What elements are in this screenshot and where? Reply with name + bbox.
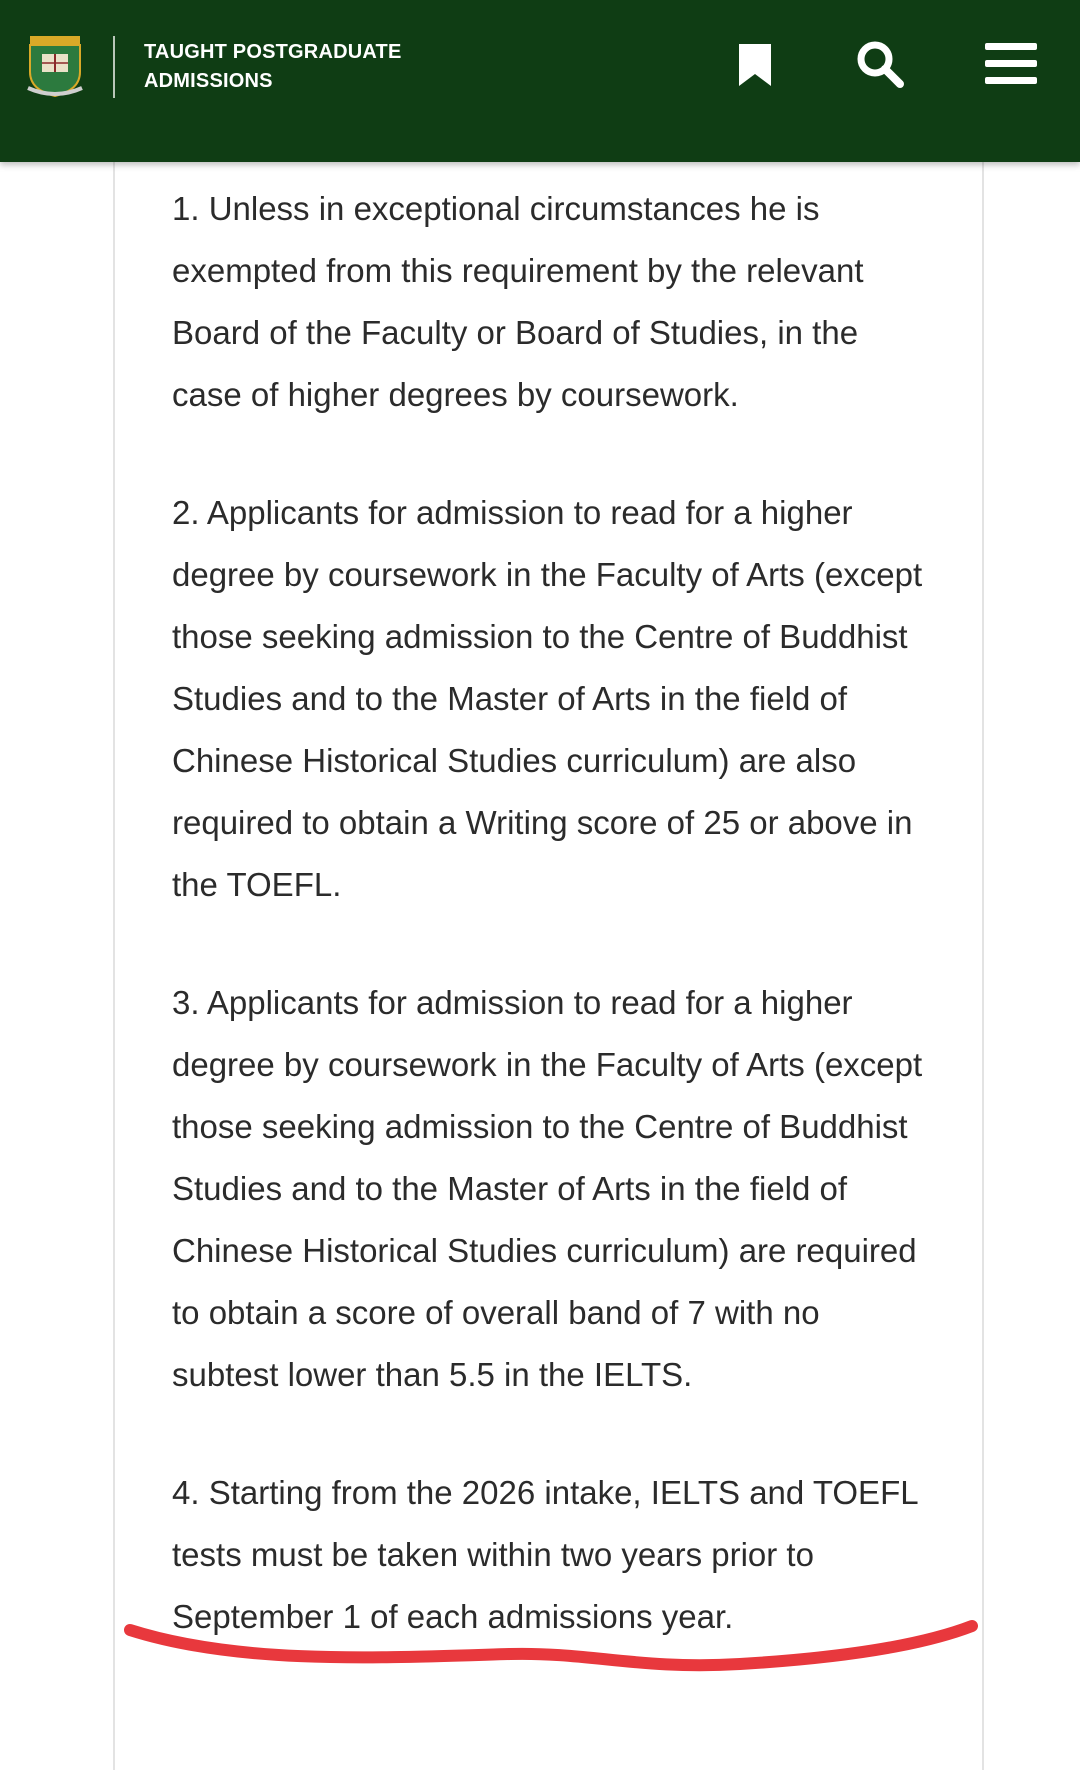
top-header: [0, 0, 1080, 162]
note-1: 1. Unless in exceptional circumstances he is exempted from this requirement by the relevant Board of the Faculty or Board of Studies, in the case of higher degrees by coursework.: [172, 190, 864, 413]
note-3: 3. Applicants for admission to read for a higher degree by coursework in the Faculty of Arts (except those seeking admission to the Centre of Buddhist Studies and to the Master of Arts in the field of Chinese Historical Studies curriculum) are required to obtain a score of overall band of 7 with no subtest lower than 5.5 in the IELTS.: [172, 984, 923, 1393]
university-crest-logo[interactable]: [24, 34, 86, 100]
note-2: 2. Applicants for admission to read for a higher degree by coursework in the Faculty of Arts (except those seeking admission to the Centre of Buddhist Studies and to the Master of Arts in the field of Chinese Historical Studies curriculum) are also required to obtain a Writing score of 25 or above in the TOEFL.: [172, 494, 923, 903]
site-title-line-2: ADMISSIONS: [144, 70, 273, 92]
note-4: 4. Starting from the 2026 intake, IELTS and TOEFL tests must be taken within two years prior to September 1 of each admissions year.: [172, 1474, 918, 1635]
site-title-line-1: TAUGHT POSTGRADUATE: [144, 41, 402, 63]
header-divider: [113, 36, 115, 98]
bookmark-icon[interactable]: [730, 38, 780, 92]
requirements-notes: [172, 178, 932, 1704]
menu-icon[interactable]: [982, 38, 1040, 90]
search-icon[interactable]: [852, 36, 908, 92]
site-title[interactable]: [144, 38, 402, 96]
